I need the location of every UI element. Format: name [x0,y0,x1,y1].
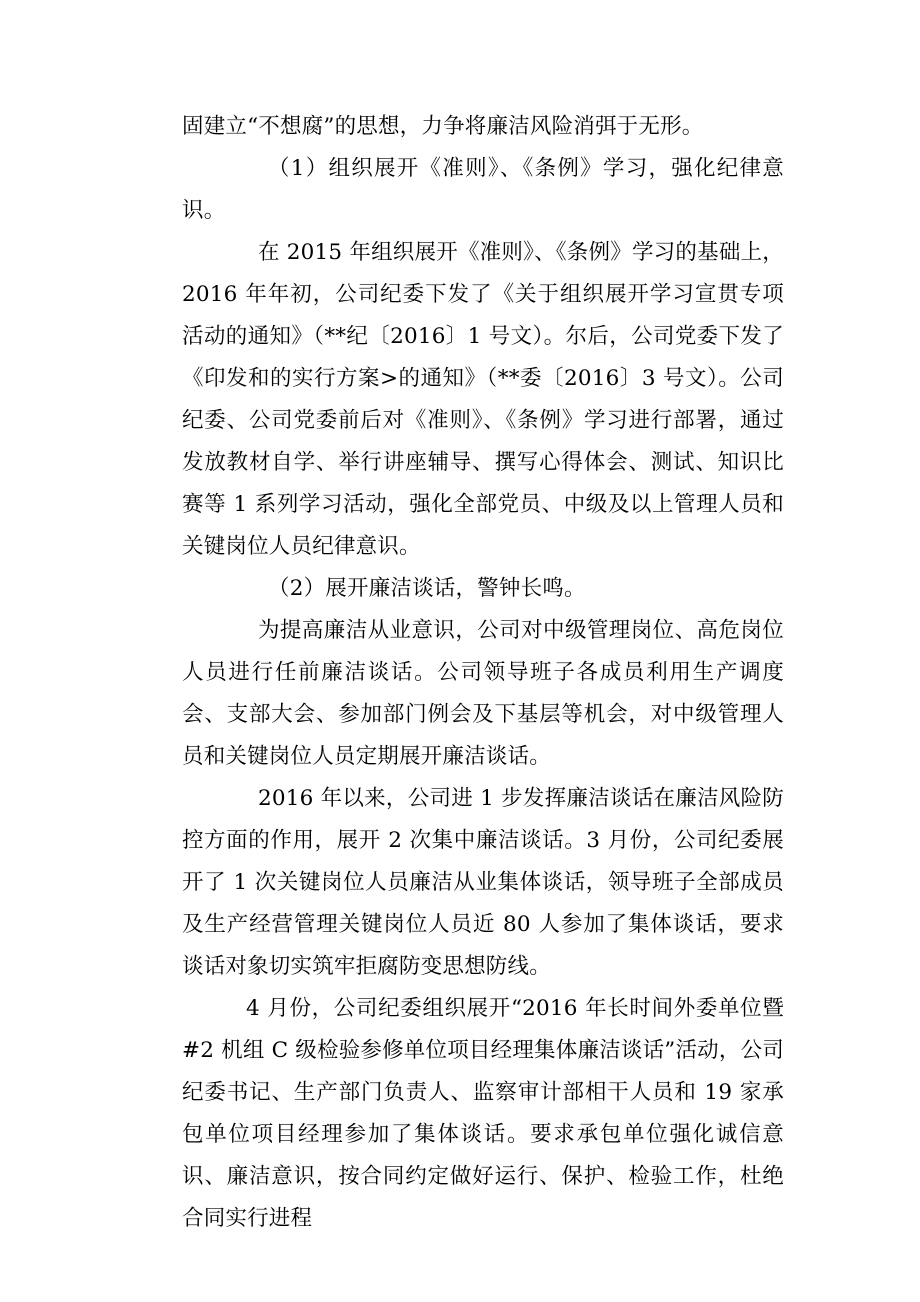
paragraph: 2016 年以来，公司进 1 步发挥廉洁谈话在廉洁风险防控方面的作用，展开 2 次集中廉洁谈话。3 月份，公司纪委展开了 1 次关键岗位人员廉洁从业集体谈话，领导班子全部成员及生产经营管理关键岗位人员近 80 人参加了集体谈话，要求谈话对象切实筑牢拒腐防变思想防线。 [182,786,784,979]
paragraph-continuation: 固建立“不想腐”的思想，力争将廉洁风险消弭于无形。 [182,114,704,139]
paragraph: 为提高廉洁从业意识，公司对中级管理岗位、高危岗位人员进行任前廉洁谈话。公司领导班子各成员利用生产调度会、支部大会、参加部门例会及下基层等机会，对中级管理人员和关键岗位人员定期展开廉洁谈话。 [182,618,784,769]
paragraph: 4 月份，公司纪委组织展开“2016 年长时间外委单位暨#2 机组 C 级检验参修单位项目经理集体廉洁谈话”活动，公司纪委书记、生产部门负责人、监察审计部相干人员和 19 家承包单位项目经理参加了集体谈话。要求承包单位强化诚信意识、廉洁意识，按合同约定做好运行、保护、检验工作，杜绝合同实行进程 [182,996,784,1231]
document-body [182,106,784,1240]
paragraph: 在 2015 年组织展开《准则》、《条例》学习的基础上，2016 年年初，公司纪委下发了《关于组织展开学习宣贯专项活动的通知》（**纪〔2016〕1 号文）。尔后，公司党委下发了《印发和的实行方案>的通知》（**委〔2016〕3 号文）。公司纪委、公司党委前后对《准则》、《条例》学习进行部署，通过发放教材自学、举行讲座辅导、撰写心得体会、测试、知识比赛等 1 系列学习活动，强化全部党员、中级及以上管理人员和关键岗位人员纪律意识。 [182,240,784,559]
section-heading-2: （2）展开廉洁谈话，警钟长鸣。 [268,576,586,601]
section-heading-1: （1）组织展开《准则》、《条例》学习，强化纪律意识。 [182,156,784,223]
